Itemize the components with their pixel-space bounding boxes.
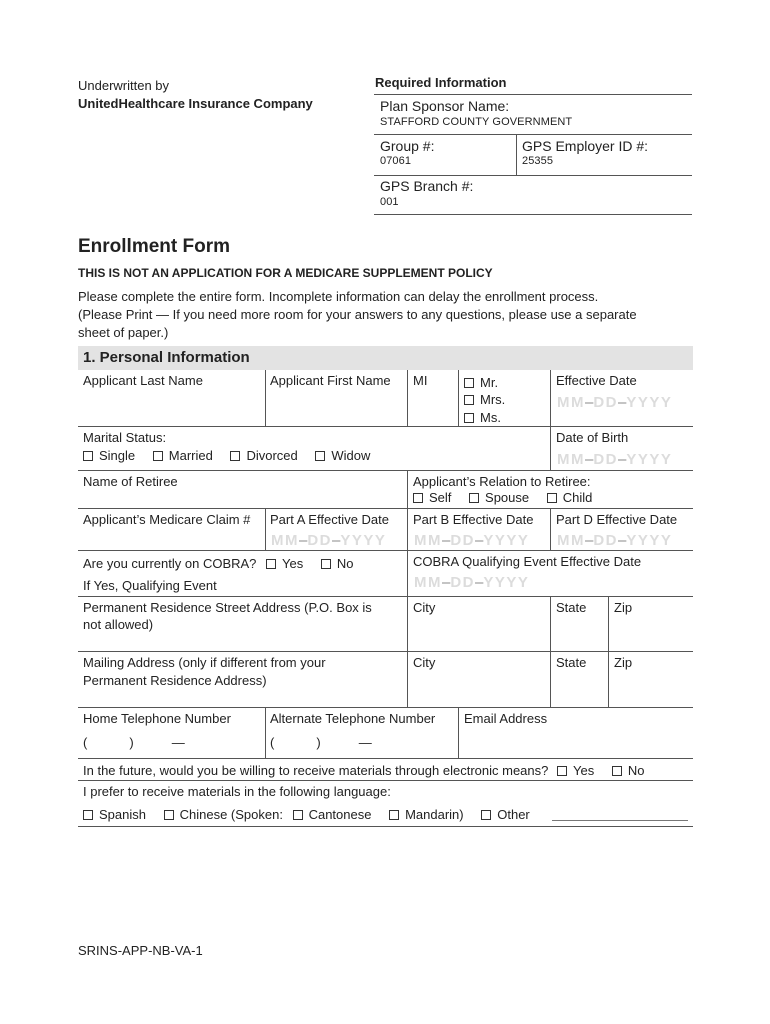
divider [265,370,266,426]
relation-self[interactable]: Self [413,490,451,505]
checkbox-icon [481,810,491,820]
language-spanish[interactable]: Spanish [83,807,146,822]
divider [78,550,693,551]
retiree-name-label: Name of Retiree [83,474,178,489]
home-phone-label: Home Telephone Number [83,711,231,726]
qualifying-event-label: If Yes, Qualifying Event [83,578,217,593]
title-mrs[interactable] [464,392,505,407]
section-header [78,346,693,370]
cobra-event-date-label: COBRA Qualifying Event Effective Date [413,554,642,569]
perm-city-label: City [413,600,436,615]
divider [407,370,408,426]
divider [78,651,693,652]
effective-date-field[interactable]: MM–DD–YYYY [557,394,673,411]
effective-date-label: Effective Date [556,373,637,388]
part-a-date-field[interactable]: MM–DD–YYYY [271,532,387,549]
divider [78,596,693,597]
underwriter-label: Underwritten by [78,78,170,93]
medicare-claim-label: Applicant’s Medicare Claim # [83,512,251,527]
electronic-no[interactable]: No [612,763,645,778]
perm-address-label-2: not allowed) [83,617,154,632]
checkbox-icon [153,451,163,461]
marital-status-label: Marital Status: [83,430,167,445]
electronic-yes[interactable]: Yes [557,763,594,778]
checkbox-icon [83,451,93,461]
divider [265,707,266,758]
dob-label: Date of Birth [556,430,629,445]
cobra-no[interactable]: No [321,556,354,571]
divider [78,508,693,509]
other-language-line[interactable] [552,820,688,821]
last-name-label: Applicant Last Name [83,373,203,388]
checkbox-icon [389,810,399,820]
first-name-label: Applicant First Name [270,373,391,388]
divider [458,707,459,758]
mi-label: MI [413,373,428,388]
required-info-title: Required Information [375,75,507,90]
checkbox-icon [557,766,567,776]
divider [550,596,551,651]
divider [78,780,693,781]
divider [78,758,693,759]
dob-field[interactable]: MM–DD–YYYY [557,451,673,468]
gps-branch-label: GPS Branch #: [380,178,474,194]
language-mandarin[interactable]: Mandarin) [389,807,464,822]
title-mrs-label: Mrs. [480,392,506,407]
divider [265,508,266,550]
divider [407,470,408,508]
section-title: 1. Personal Information [83,349,250,366]
checkbox-icon [293,810,303,820]
divider [78,470,693,471]
checkbox-icon [547,493,557,503]
title-ms[interactable] [464,410,501,425]
marital-widow[interactable]: Widow [315,448,370,463]
divider [78,826,693,827]
checkbox-icon [230,451,240,461]
checkbox-icon [413,493,423,503]
divider [374,94,692,95]
instructions-line-3: sheet of paper.) [78,325,169,340]
language-cantonese[interactable]: Cantonese [293,807,372,822]
divider [407,550,408,596]
divider [608,596,609,651]
perm-address-label-1: Permanent Residence Street Address (P.O. Box is [83,600,372,615]
relation-child[interactable]: Child [547,490,593,505]
cobra-event-date-field[interactable]: MM–DD–YYYY [414,574,530,591]
checkbox-icon [315,451,325,461]
mail-address-label-2: Permanent Residence Address) [83,673,267,688]
gps-branch-value: 001 [380,196,399,208]
divider [407,596,408,651]
divider [516,134,517,175]
language-chinese[interactable]: Chinese (Spoken: [164,807,283,822]
checkbox-icon [464,395,474,405]
checkbox-icon [464,413,474,423]
language-options [83,807,534,822]
divider [374,134,692,135]
title-mr[interactable] [464,375,498,390]
divider [374,175,692,176]
electronic-question [83,763,644,778]
divider [407,651,408,707]
divider [407,508,408,550]
divider [458,370,459,426]
form-notice: THIS IS NOT AN APPLICATION FOR A MEDICARE SUPPLEMENT POLICY [78,266,493,280]
divider [78,707,693,708]
plan-sponsor-label: Plan Sponsor Name: [380,98,510,114]
mail-address-label-1: Mailing Address (only if different from your [83,655,326,670]
cobra-question-label: Are you currently on COBRA? [83,556,257,571]
marital-options [83,448,384,463]
cobra-yes[interactable]: Yes [266,556,303,571]
checkbox-icon [464,378,474,388]
mail-zip-label: Zip [614,655,633,670]
title-mr-label: Mr. [480,375,499,390]
part-b-date-field[interactable]: MM–DD–YYYY [414,532,530,549]
home-phone-field[interactable]: ( ) — [83,735,185,750]
instructions-line-1: Please complete the entire form. Incomplete information can delay the enrollment process. [78,289,599,304]
checkbox-icon [321,559,331,569]
marital-single[interactable]: Single [83,448,135,463]
gps-employer-value: 25355 [522,155,554,167]
group-label: Group #: [380,138,435,154]
mail-state-label: State [556,655,587,670]
marital-divorced[interactable]: Divorced [230,448,297,463]
alt-phone-field[interactable]: ( ) — [270,735,372,750]
divider [608,651,609,707]
divider [550,370,551,470]
part-a-label: Part A Effective Date [270,512,389,527]
part-b-label: Part B Effective Date [413,512,534,527]
relation-label: Applicant’s Relation to Retiree: [413,474,591,489]
checkbox-icon [469,493,479,503]
form-title: Enrollment Form [78,236,231,257]
checkbox-icon [164,810,174,820]
divider [374,214,692,215]
alt-phone-label: Alternate Telephone Number [270,711,436,726]
electronic-question-label: In the future, would you be willing to receive materials through electronic means? [83,763,549,778]
email-label: Email Address [464,711,548,726]
gps-employer-label: GPS Employer ID #: [522,138,649,154]
plan-sponsor-value: STAFFORD COUNTY GOVERNMENT [380,116,573,128]
form-code: SRINS-APP-NB-VA-1 [78,943,203,958]
divider [550,508,551,550]
checkbox-icon [83,810,93,820]
checkbox-icon [612,766,622,776]
marital-married[interactable]: Married [153,448,213,463]
relation-options [413,490,606,505]
underwriter-company: UnitedHealthcare Insurance Company [78,96,313,111]
part-d-date-field[interactable]: MM–DD–YYYY [557,532,673,549]
language-question: I prefer to receive materials in the following language: [83,784,391,799]
perm-zip-label: Zip [614,600,633,615]
title-ms-label: Ms. [480,410,501,425]
mail-city-label: City [413,655,436,670]
perm-state-label: State [556,600,587,615]
cobra-question [83,556,368,571]
divider [78,426,693,427]
relation-spouse[interactable]: Spouse [469,490,529,505]
instructions-line-2: (Please Print — If you need more room for your answers to any questions, please use a separate [78,307,637,322]
group-value: 07061 [380,155,412,167]
language-other[interactable]: Other [481,807,530,822]
part-d-label: Part D Effective Date [556,512,678,527]
checkbox-icon [266,559,276,569]
divider [550,651,551,707]
